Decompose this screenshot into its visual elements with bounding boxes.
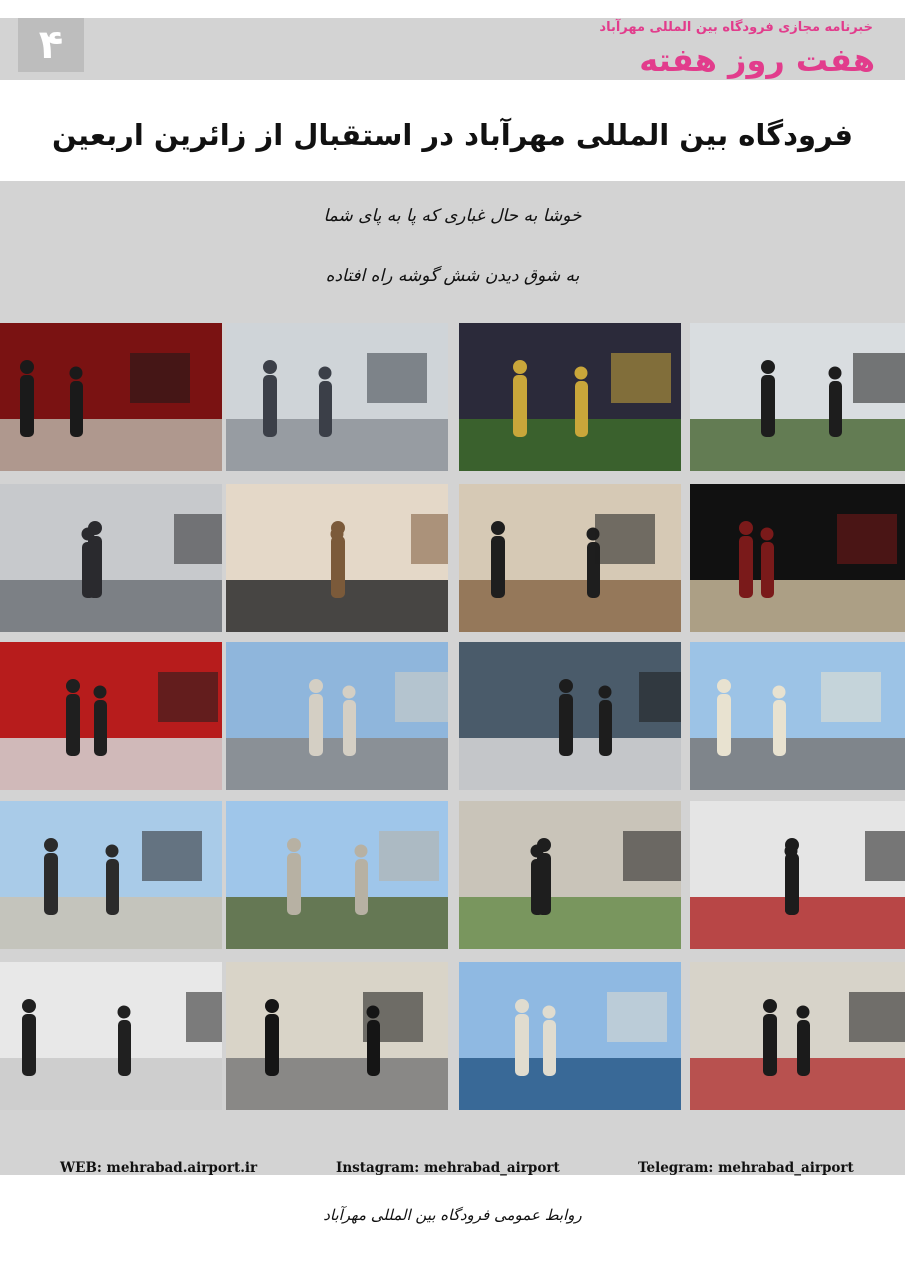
website-link[interactable]: WEB: mehrabad.airport.ir [60,1160,258,1176]
photo-white-pavilion-front [690,642,905,790]
page-number: ۴ [18,18,84,72]
photo-black-banner-arrival-hall [226,962,448,1110]
photo-black-draped-buffet [690,484,905,632]
photo-pilgrims-with-flag [690,801,905,949]
photo-terminal-plaza-view [226,801,448,949]
photo-mourning-stand-tea-server [0,323,222,471]
article-headline: فرودگاه بین المللی مهرآباد در استقبال از زائرین اربعین [51,118,854,152]
newsletter-title: هفت روز هفته [639,41,875,79]
photo-terminal-exterior-tent [226,642,448,790]
photo-fruit-offering-to-child [459,323,681,471]
photo-arbaeen-banner-stand [226,484,448,632]
photo-terminal-hall-crowd [0,484,222,632]
photo-volunteers-serving-tea [459,801,681,949]
instagram-link[interactable]: Instagram: mehrabad_airport [336,1160,560,1176]
photo-serving-drinks-to-pilgrim [459,484,681,632]
photo-pilgrims-walking-outside [0,801,222,949]
photo-pilgrims-at-booth [0,642,222,790]
photo-queue-inside-terminal [0,962,222,1110]
photo-outdoor-serving-table [459,642,681,790]
photo-terminal-waiting-seats [226,323,448,471]
poem-line: خوشا به حال غباری که پا به پای شما [323,206,582,226]
poem-line: به شوق دیدن شش گوشه راه افتاده [325,266,580,286]
publisher-credit: روابط عمومی فرودگاه بین المللی مهرآباد [323,1206,582,1224]
photo-pilgrims-at-entrance-booth [690,962,905,1110]
newsletter-subtitle: خبرنامه مجازی فرودگاه بین المللی مهرآباد [599,20,873,35]
photo-tented-hospitality-booth [690,323,905,471]
photo-pavilion-with-flag [459,962,681,1110]
telegram-link[interactable]: Telegram: mehrabad_airport [638,1160,854,1176]
